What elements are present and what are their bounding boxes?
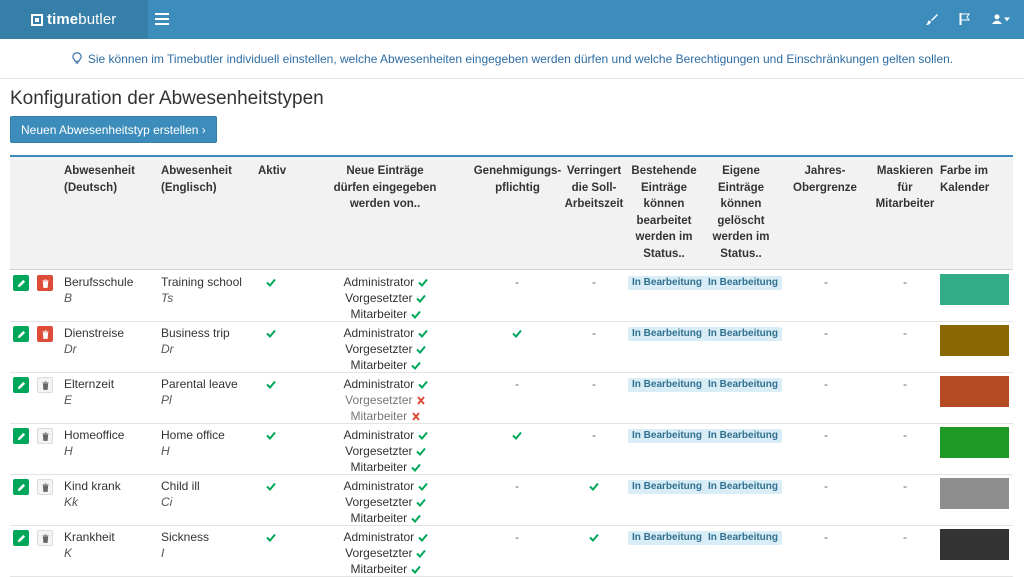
- table-row: [10, 475, 1013, 526]
- col-header-de[interactable]: Abwesenheit (Deutsch): [64, 165, 135, 194]
- page-title: Konfiguration der Abwesenheitstypen: [10, 88, 324, 109]
- absence-name-en-text: Business trip: [161, 326, 230, 340]
- check-icon: [416, 444, 426, 458]
- permission-list: [308, 427, 463, 475]
- absence-name-en: [161, 529, 209, 561]
- pencil-icon: [17, 330, 26, 339]
- reduces-dash: -: [592, 275, 596, 289]
- logo-text: timebutler: [47, 11, 117, 28]
- permission-list: [308, 274, 463, 322]
- delete-button[interactable]: [37, 326, 53, 342]
- permission-supervisor: Vorgesetzter: [308, 443, 463, 459]
- pencil-icon: [17, 534, 26, 543]
- permission-employee: Mitarbeiter: [308, 459, 463, 475]
- check-icon: [418, 479, 428, 493]
- permission-list: [308, 478, 463, 526]
- reduces-check-icon: [589, 529, 599, 545]
- absence-name-de-text: Dienstreise: [64, 326, 125, 340]
- absence-abbr-de: K: [64, 546, 73, 560]
- absence-name-en-text: Child ill: [161, 479, 200, 493]
- mask-dash: -: [903, 530, 907, 544]
- edit-button[interactable]: [13, 275, 29, 291]
- permission-employee: Mitarbeiter: [308, 306, 463, 322]
- mask-dash: -: [903, 479, 907, 493]
- lightbulb-icon: [71, 52, 83, 65]
- active-check-icon: [266, 478, 276, 494]
- absence-abbr-de: Dr: [64, 342, 77, 356]
- check-icon: [416, 495, 426, 509]
- calendar-color-swatch[interactable]: [940, 376, 1009, 407]
- flag-icon[interactable]: [957, 11, 973, 27]
- check-icon: [411, 511, 421, 525]
- absence-name-de-text: Kind krank: [64, 479, 121, 493]
- status-badge-own: In Bearbeitung: [704, 531, 782, 545]
- table-row: [10, 526, 1013, 577]
- calendar-color-swatch[interactable]: [940, 529, 1009, 560]
- delete-button[interactable]: [37, 275, 53, 291]
- absence-abbr-de: Kk: [64, 495, 79, 509]
- active-check-icon: [266, 529, 276, 545]
- edit-button[interactable]: [13, 326, 29, 342]
- check-icon: [416, 342, 426, 356]
- permission-admin: Administrator: [308, 427, 463, 443]
- logo-icon: [31, 14, 43, 26]
- permission-employee: Mitarbeiter: [308, 357, 463, 373]
- absence-abbr-de: B: [64, 291, 73, 305]
- create-absence-type-button[interactable]: Neuen Abwesenheitstyp erstellen ›: [10, 116, 217, 143]
- trash-icon: [41, 381, 50, 390]
- cross-icon: [411, 409, 421, 423]
- table-row: [10, 373, 1013, 424]
- permission-admin: Administrator: [308, 478, 463, 494]
- mask-dash: -: [903, 275, 907, 289]
- col-header-approval[interactable]: Genehmigungs- pflichtig: [473, 165, 562, 194]
- check-icon: [418, 530, 428, 544]
- check-icon: [418, 428, 428, 442]
- approval-dash: -: [515, 377, 519, 391]
- permission-admin: Administrator: [308, 529, 463, 545]
- pencil-icon: [17, 279, 26, 288]
- reduces-dash: -: [592, 326, 596, 340]
- approval-check-icon: [512, 325, 522, 341]
- pencil-icon: [17, 432, 26, 441]
- permission-supervisor: Vorgesetzter: [308, 392, 463, 408]
- absence-name-de-text: Homeoffice: [64, 428, 125, 442]
- absence-name-en: [161, 427, 225, 459]
- annual-limit-dash: -: [824, 479, 828, 493]
- permission-list: [308, 376, 463, 424]
- table-row: [10, 424, 1013, 475]
- absence-name-de-text: Elternzeit: [64, 377, 115, 391]
- status-badge-existing: In Bearbeitung: [628, 327, 706, 341]
- check-icon: [416, 291, 426, 305]
- absence-name-de-text: Krankheit: [64, 530, 115, 544]
- status-badge-existing: In Bearbeitung: [628, 429, 706, 443]
- active-check-icon: [266, 274, 276, 290]
- absence-name-de: [64, 529, 115, 561]
- top-navbar: [0, 0, 1024, 39]
- app-logo[interactable]: [0, 0, 148, 39]
- calendar-color-swatch[interactable]: [940, 274, 1009, 305]
- edit-button[interactable]: [13, 479, 29, 495]
- edit-button[interactable]: [13, 377, 29, 393]
- pencil-icon: [17, 381, 26, 390]
- active-check-icon: [266, 325, 276, 341]
- absence-name-de: [64, 376, 114, 408]
- col-header-new-entries[interactable]: Neue Einträge dürfen eingegeben werden von..: [333, 165, 437, 210]
- absence-abbr-en: H: [161, 444, 170, 458]
- status-badge-existing: In Bearbeitung: [628, 531, 706, 545]
- status-badge-own: In Bearbeitung: [704, 429, 782, 443]
- status-badge-own: In Bearbeitung: [704, 276, 782, 290]
- delete-button[interactable]: [37, 530, 53, 546]
- status-badge-existing: In Bearbeitung: [628, 276, 706, 290]
- col-header-mask[interactable]: Maskieren für Mitarbeiter: [875, 165, 935, 210]
- delete-button[interactable]: [37, 428, 53, 444]
- approval-dash: -: [515, 530, 519, 544]
- trash-icon: [41, 330, 50, 339]
- table-header: [10, 157, 1013, 270]
- check-icon: [411, 307, 421, 321]
- col-header-active[interactable]: Aktiv: [258, 165, 287, 177]
- reduces-check-icon: [589, 478, 599, 494]
- permission-admin: Administrator: [308, 325, 463, 341]
- reduces-dash: -: [592, 377, 596, 391]
- edit-button[interactable]: [13, 530, 29, 546]
- absence-name-en: [161, 478, 200, 510]
- annual-limit-dash: -: [824, 326, 828, 340]
- check-icon: [418, 326, 428, 340]
- delete-button[interactable]: [37, 479, 53, 495]
- delete-button[interactable]: [37, 377, 53, 393]
- absence-abbr-en: Ci: [161, 495, 173, 509]
- absence-types-table: [10, 155, 1013, 577]
- col-header-annual-limit[interactable]: Jahres- Obergrenze: [793, 165, 857, 194]
- approval-dash: -: [515, 479, 519, 493]
- annual-limit-dash: -: [824, 530, 828, 544]
- absence-name-de: [64, 478, 121, 510]
- absence-name-en: [161, 325, 230, 357]
- permission-list: [308, 529, 463, 577]
- permission-employee: Mitarbeiter: [308, 510, 463, 526]
- absence-name-en-text: Parental leave: [161, 377, 238, 391]
- permission-employee: Mitarbeiter: [308, 408, 463, 424]
- absence-abbr-de: H: [64, 444, 73, 458]
- absence-abbr-en: Dr: [161, 342, 174, 356]
- info-text: Sie können im Timebutler individuell einstellen, welche Abwesenheiten eingegeben werden dürfen und welche Berechtigungen und Einschränkungen gelten sollen.: [87, 51, 954, 66]
- absence-name-en-text: Training school: [161, 275, 242, 289]
- absence-abbr-en: Pl: [161, 393, 172, 407]
- permission-supervisor: Vorgesetzter: [308, 341, 463, 357]
- table-row: [10, 271, 1013, 322]
- mask-dash: -: [903, 326, 907, 340]
- absence-name-en-text: Home office: [161, 428, 225, 442]
- permission-supervisor: Vorgesetzter: [308, 494, 463, 510]
- check-icon: [418, 377, 428, 391]
- annual-limit-dash: -: [824, 377, 828, 391]
- calendar-color-swatch[interactable]: [940, 478, 1009, 509]
- absence-name-de: [64, 274, 133, 306]
- permission-admin: Administrator: [308, 376, 463, 392]
- absence-name-de: [64, 427, 124, 459]
- trash-icon: [41, 483, 50, 492]
- info-bar: [0, 39, 1024, 79]
- check-icon: [411, 460, 421, 474]
- permission-supervisor: Vorgesetzter: [308, 545, 463, 561]
- absence-name-de-text: Berufsschule: [64, 275, 134, 289]
- status-badge-existing: In Bearbeitung: [628, 480, 706, 494]
- active-check-icon: [266, 427, 276, 443]
- cross-icon: [416, 393, 426, 407]
- menu-toggle-icon[interactable]: [155, 13, 169, 25]
- edit-button[interactable]: [13, 428, 29, 444]
- absence-name-en-text: Sickness: [161, 530, 210, 544]
- trash-icon: [41, 279, 50, 288]
- pencil-icon: [17, 483, 26, 492]
- table-row: [10, 322, 1013, 373]
- user-menu-icon[interactable]: [990, 11, 1012, 27]
- check-icon: [411, 562, 421, 576]
- annual-limit-dash: -: [824, 275, 828, 289]
- mask-dash: -: [903, 428, 907, 442]
- absence-abbr-de: E: [64, 393, 73, 407]
- status-badge-own: In Bearbeitung: [704, 327, 782, 341]
- permission-supervisor: Vorgesetzter: [308, 290, 463, 306]
- absence-name-de: [64, 325, 124, 357]
- absence-name-en: [161, 376, 238, 408]
- reduces-dash: -: [592, 428, 596, 442]
- check-icon: [411, 358, 421, 372]
- brush-icon[interactable]: [924, 11, 940, 27]
- approval-check-icon: [512, 427, 522, 443]
- status-badge-own: In Bearbeitung: [704, 378, 782, 392]
- annual-limit-dash: -: [824, 428, 828, 442]
- trash-icon: [41, 432, 50, 441]
- col-header-own-delete[interactable]: Eigene Einträge können gelöscht werden im Status..: [712, 165, 770, 260]
- trash-icon: [41, 534, 50, 543]
- status-badge-own: In Bearbeitung: [704, 480, 782, 494]
- col-header-existing-edit[interactable]: Bestehende Einträge können bearbeitet werden im Status..: [631, 165, 697, 260]
- permission-list: [308, 325, 463, 373]
- active-check-icon: [266, 376, 276, 392]
- check-icon: [418, 275, 428, 289]
- col-header-color[interactable]: Farbe im Kalender: [940, 165, 990, 194]
- calendar-color-swatch[interactable]: [940, 325, 1009, 356]
- col-header-reduces[interactable]: Verringert die Soll- Arbeitszeit: [564, 165, 624, 210]
- col-header-en[interactable]: Abwesenheit (Englisch): [161, 165, 232, 194]
- permission-employee: Mitarbeiter: [308, 561, 463, 577]
- absence-abbr-en: Ts: [161, 291, 174, 305]
- permission-admin: Administrator: [308, 274, 463, 290]
- mask-dash: -: [903, 377, 907, 391]
- absence-name-en: [161, 274, 242, 306]
- absence-abbr-en: I: [161, 546, 165, 560]
- status-badge-existing: In Bearbeitung: [628, 378, 706, 392]
- calendar-color-swatch[interactable]: [940, 427, 1009, 458]
- check-icon: [416, 546, 426, 560]
- approval-dash: -: [515, 275, 519, 289]
